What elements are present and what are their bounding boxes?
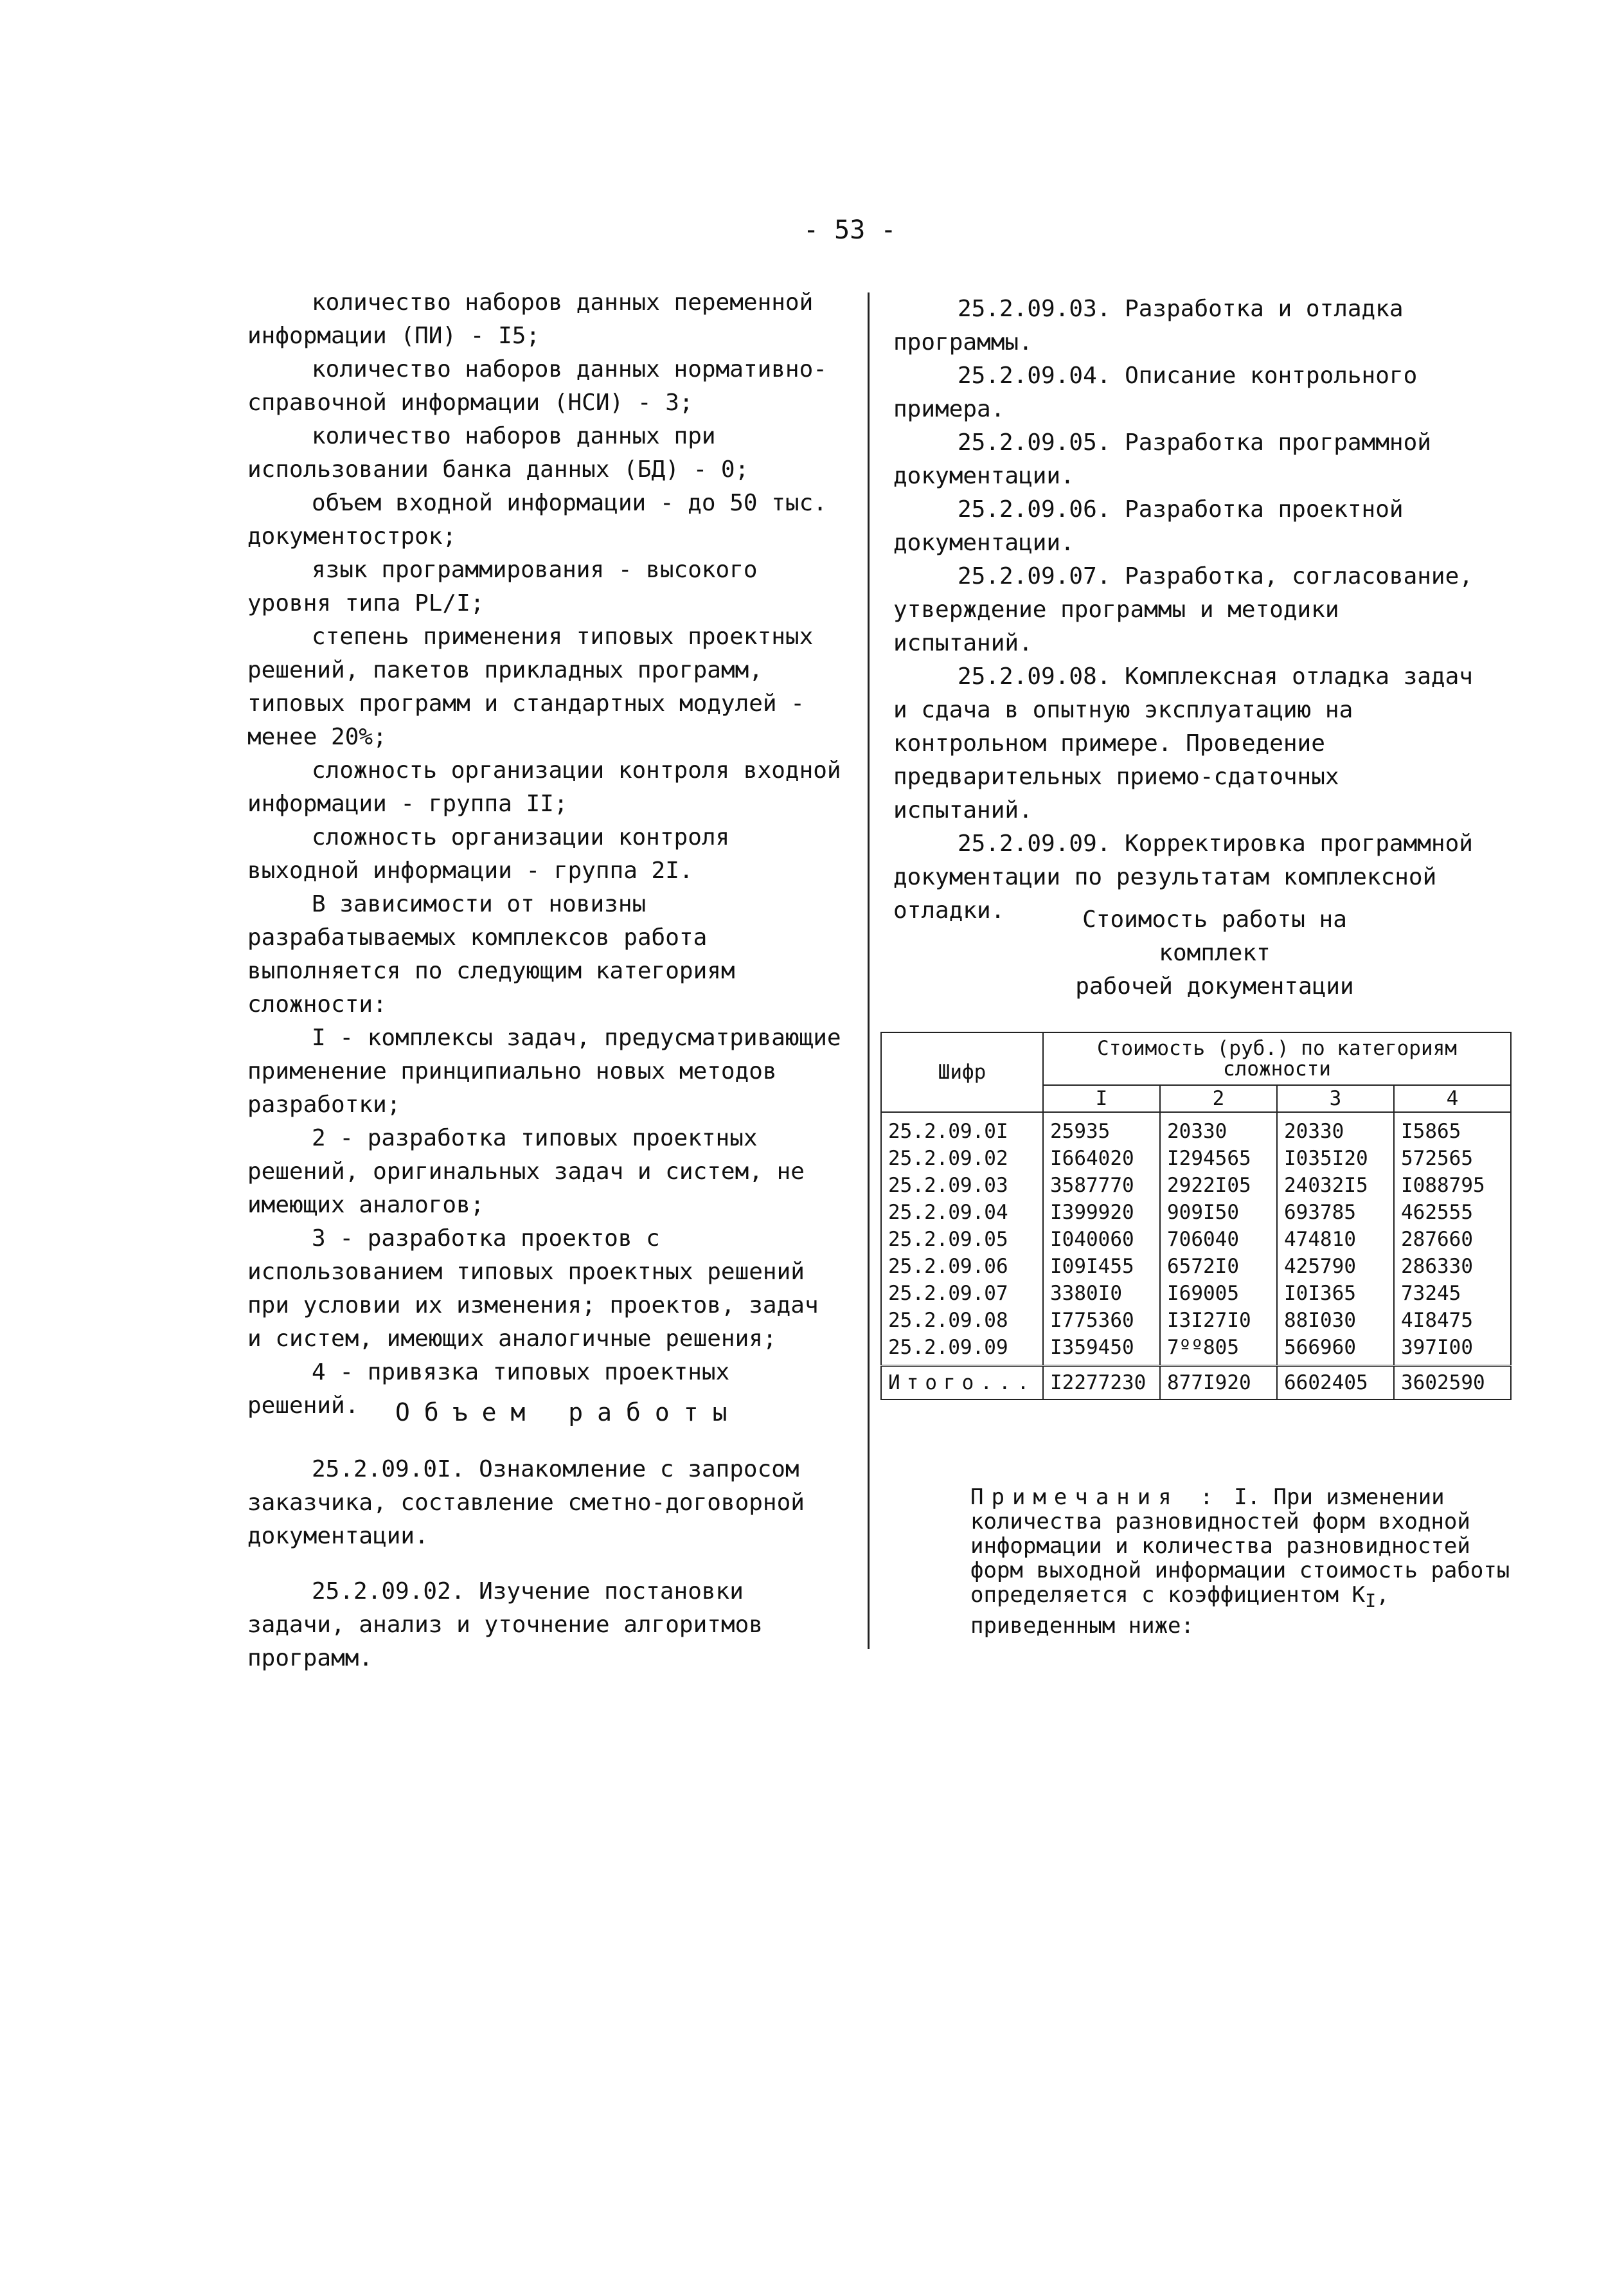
cell-value: I3I27I0 <box>1160 1307 1277 1334</box>
cell-value: I09I455 <box>1043 1253 1160 1280</box>
total-row <box>881 1366 1511 1400</box>
cell-value: 287660 <box>1394 1226 1511 1253</box>
paragraph: 4 - привязка типовых проектных решений. <box>247 1359 730 1419</box>
volume-item: 25.2.09.02. Изучение постановки задачи, анализ и уточнение алгоритмов программ. <box>247 1578 763 1671</box>
cell-value: I775360 <box>1043 1307 1160 1334</box>
paragraph: количество наборов данных нормативно-справочной информации (НСИ) - 3; <box>247 356 827 416</box>
volume-item: 25.2.09.0I. Ознакомление с запросом заказчика, составление сметно-договорной документации. <box>247 1456 805 1549</box>
header-category: 2 <box>1160 1085 1277 1112</box>
header-category: 4 <box>1394 1085 1511 1112</box>
total-label: Итого... <box>881 1366 1043 1400</box>
table-row <box>881 1172 1511 1199</box>
cell-value: 2922I05 <box>1160 1172 1277 1199</box>
row-code: 25.2.09.03 <box>881 1172 1043 1199</box>
paragraph: В зависимости от новизны разрабатываемых комплексов работа выполняется по следующим категориям сложности: <box>247 891 735 1018</box>
cell-value: I294565 <box>1160 1145 1277 1172</box>
volume-item: 25.2.09.06. Разработка проектной документации. <box>893 496 1404 556</box>
paragraph: количество наборов данных при использовании банка данных (БД) - 0; <box>247 423 749 483</box>
cell-value: 20330 <box>1277 1112 1394 1145</box>
cell-value: 474810 <box>1277 1226 1394 1253</box>
table-row <box>881 1145 1511 1172</box>
cell-value: 4I8475 <box>1394 1307 1511 1334</box>
table-row <box>881 1280 1511 1307</box>
cell-value: 909I50 <box>1160 1199 1277 1226</box>
table-row <box>881 1334 1511 1366</box>
row-code: 25.2.09.06 <box>881 1253 1043 1280</box>
cell-value: 425790 <box>1277 1253 1394 1280</box>
paragraph: язык программирования - высокого уровня типа PL/I; <box>247 557 758 616</box>
cell-value: I040060 <box>1043 1226 1160 1253</box>
volume-item: 25.2.09.05. Разработка программной документации. <box>893 429 1431 489</box>
cell-value: I035I20 <box>1277 1145 1394 1172</box>
notes-lead: Примечания : <box>970 1484 1221 1510</box>
cell-value: 566960 <box>1277 1334 1394 1366</box>
paragraph: 2 - разработка типовых проектных решений, оригинальных задач и систем, не имеющих аналогов; <box>247 1125 805 1218</box>
cost-table <box>880 1032 1512 1400</box>
paragraph: сложность организации контроля входной информации - группа II; <box>247 757 841 817</box>
header-category: I <box>1043 1085 1160 1112</box>
paragraph: сложность организации контроля выходной информации - группа 2I. <box>247 824 730 884</box>
table-row <box>881 1307 1511 1334</box>
volume-item: 25.2.09.03. Разработка и отладка программы. <box>893 296 1404 355</box>
cell-value: 88I030 <box>1277 1307 1394 1334</box>
notes-text: I. При изменении количества разновидностей форм входной информации и количества разновидностей форм выходной информации стоимость работы определяется с коэффициентом <box>970 1484 1510 1608</box>
paragraph: I - комплексы задач, предусматривающие применение принципиально новых методов разработки; <box>247 1025 841 1118</box>
cell-value: I359450 <box>1043 1334 1160 1366</box>
right-column <box>893 292 1491 928</box>
cell-value: 286330 <box>1394 1253 1511 1280</box>
table-row <box>881 1199 1511 1226</box>
paragraph: степень применения типовых проектных решений, пакетов прикладных программ, типовых программ и стандартных модулей - менее 20%; <box>247 624 814 750</box>
cell-value: 25935 <box>1043 1112 1160 1145</box>
row-code: 25.2.09.0I <box>881 1112 1043 1145</box>
cell-value: 6572I0 <box>1160 1253 1277 1280</box>
cell-value: 397I00 <box>1394 1334 1511 1366</box>
total-value: 6602405 <box>1277 1366 1394 1400</box>
cell-value: I399920 <box>1043 1199 1160 1226</box>
paragraph: количество наборов данных переменной информации (ПИ) - I5; <box>247 289 814 349</box>
row-code: 25.2.09.07 <box>881 1280 1043 1307</box>
cell-value: 3380I0 <box>1043 1280 1160 1307</box>
row-code: 25.2.09.05 <box>881 1226 1043 1253</box>
paragraph: 3 - разработка проектов с использованием типовых проектных решений при условии их изменения; проектов, задач и систем, имеющих аналогичные решения; <box>247 1225 819 1352</box>
header-cipher: Шифр <box>881 1032 1043 1112</box>
notes-tail: , приведенным ниже: <box>970 1582 1389 1639</box>
volume-items <box>247 1453 845 1675</box>
cell-value: 7ºº805 <box>1160 1334 1277 1366</box>
row-code: 25.2.09.04 <box>881 1199 1043 1226</box>
cell-value: 462555 <box>1394 1199 1511 1226</box>
page-number: - 53 - <box>803 215 897 245</box>
left-column <box>247 286 845 1423</box>
total-value: I2277230 <box>1043 1366 1160 1400</box>
total-value: 877I920 <box>1160 1366 1277 1400</box>
cost-title-line: Стоимость работы на комплект <box>1082 906 1347 966</box>
total-value: 3602590 <box>1394 1366 1511 1400</box>
row-code: 25.2.09.08 <box>881 1307 1043 1334</box>
cell-value: I0I365 <box>1277 1280 1394 1307</box>
notes-coefficient-sub: I <box>1365 1590 1377 1612</box>
cell-value: 73245 <box>1394 1280 1511 1307</box>
column-divider <box>868 292 870 1649</box>
header-cost: Стоимость (руб.) по категориям сложности <box>1043 1032 1511 1085</box>
section-title: Объем работы <box>395 1398 742 1426</box>
cell-value: I664020 <box>1043 1145 1160 1172</box>
paragraph: объем входной информации - до 50 тыс. документострок; <box>247 490 827 550</box>
cost-title-line: рабочей документации <box>1075 973 1354 1000</box>
cell-value: I088795 <box>1394 1172 1511 1199</box>
table-row <box>881 1226 1511 1253</box>
volume-item: 25.2.09.09. Корректировка программной документации по результатам комплексной отладки. <box>893 831 1473 924</box>
row-code: 25.2.09.09 <box>881 1334 1043 1366</box>
volume-item: 25.2.09.08. Комплексная отладка задач и сдача в опытную эксплуатацию на контрольном примере. Проведение предварительных приемо-сдаточных испытаний. <box>893 663 1473 823</box>
cell-value: 3587770 <box>1043 1172 1160 1199</box>
notes-coefficient: K <box>1352 1582 1366 1608</box>
cell-value: 20330 <box>1160 1112 1277 1145</box>
cost-table-title <box>1022 903 1407 1003</box>
row-code: 25.2.09.02 <box>881 1145 1043 1172</box>
cell-value: 706040 <box>1160 1226 1277 1253</box>
cell-value: I69005 <box>1160 1280 1277 1307</box>
cell-value: 24032I5 <box>1277 1172 1394 1199</box>
volume-item: 25.2.09.07. Разработка, согласование, утверждение программы и методики испытаний. <box>893 563 1473 656</box>
table-row <box>881 1112 1511 1145</box>
volume-item: 25.2.09.04. Описание контрольного примера. <box>893 363 1418 422</box>
cell-value: 693785 <box>1277 1199 1394 1226</box>
header-category: 3 <box>1277 1085 1394 1112</box>
table-row <box>881 1253 1511 1280</box>
cell-value: I5865 <box>1394 1112 1511 1145</box>
notes <box>970 1485 1517 1638</box>
cell-value: 572565 <box>1394 1145 1511 1172</box>
